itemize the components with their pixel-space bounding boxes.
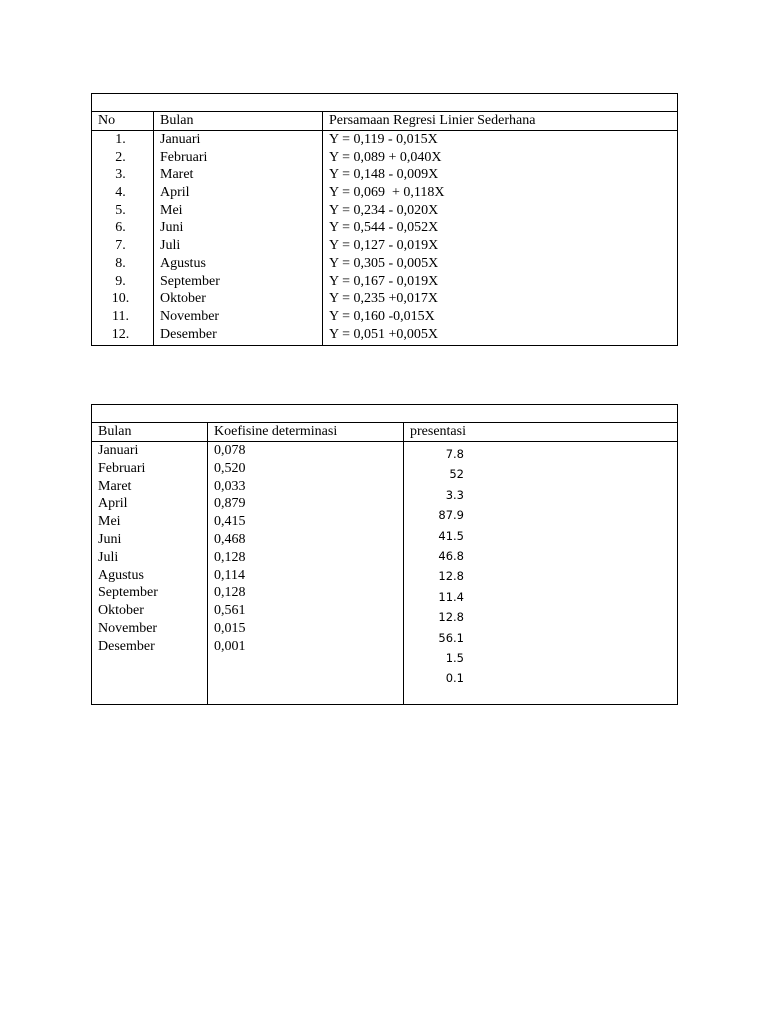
table-body [92, 131, 677, 345]
table-title-row [92, 94, 677, 112]
cell-presentasi: 3.3 [445, 487, 464, 502]
cell-bulan: Agustus [160, 255, 206, 271]
cell-koefisien: 0,015 [214, 620, 246, 636]
header-bulan: Bulan [92, 423, 208, 441]
cell-koefisien: 0,114 [214, 567, 245, 583]
header-no: No [92, 112, 154, 130]
cell-koefisien: 0,078 [214, 443, 246, 458]
cell-no: 7. [115, 238, 126, 254]
cell-no: 6. [115, 220, 126, 236]
header-koefisien: Koefisine determinasi [208, 423, 404, 441]
cell-no: 11. [112, 308, 129, 324]
cell-bulan: Maret [98, 478, 132, 494]
cell-bulan: Mei [98, 514, 121, 530]
cell-no: 8. [115, 255, 126, 271]
table-header-row [92, 112, 677, 131]
cell-presentasi: 12.8 [438, 610, 464, 625]
column-bulan [154, 131, 323, 345]
cell-equation: Y = 0,160 -0,015X [329, 308, 435, 324]
cell-no: 3. [115, 167, 126, 183]
header-persamaan: Persamaan Regresi Linier Sederhana [329, 113, 536, 128]
cell-bulan: September [98, 585, 158, 601]
cell-equation: Y = 0,051 +0,005X [329, 326, 438, 342]
cell-bulan: Februari [160, 149, 208, 165]
cell-koefisien: 0,001 [214, 638, 246, 654]
cell-bulan: Oktober [160, 291, 206, 307]
cell-equation: Y = 0,167 - 0,019X [329, 273, 439, 289]
cell-bulan: April [98, 496, 128, 512]
cell-bulan: Mei [160, 202, 183, 218]
header-bulan: Bulan [154, 112, 323, 130]
cell-equation: Y = 0,127 - 0,019X [329, 238, 439, 254]
cell-no: 4. [115, 185, 126, 201]
cell-koefisien: 0,128 [214, 585, 246, 601]
cell-presentasi: 7.8 [445, 447, 464, 461]
column-presentasi [404, 442, 677, 704]
cell-equation: Y = 0,235 +0,017X [329, 291, 438, 307]
cell-no: 10. [111, 291, 130, 307]
cell-no: 12. [111, 326, 130, 342]
cell-bulan: Juli [160, 238, 181, 254]
cell-bulan: Oktober [98, 603, 144, 619]
cell-presentasi: 1.5 [445, 650, 464, 665]
column-no [92, 131, 154, 345]
cell-bulan: November [98, 620, 158, 636]
cell-bulan: Juli [98, 549, 119, 565]
cell-bulan: Februari [98, 460, 146, 476]
cell-bulan: September [160, 273, 220, 289]
column-persamaan [323, 131, 677, 345]
table-header-row [92, 423, 677, 442]
cell-bulan: April [160, 185, 190, 201]
cell-no: 9. [115, 273, 126, 289]
cell-presentasi: 52 [449, 467, 464, 482]
cell-no: 1. [115, 132, 126, 147]
cell-bulan: Juni [160, 220, 184, 236]
cell-koefisien: 0,561 [214, 603, 246, 619]
cell-koefisien: 0,468 [214, 531, 246, 547]
cell-bulan: Desember [98, 638, 155, 654]
cell-presentasi: 46.8 [438, 548, 464, 563]
cell-presentasi: 12.8 [438, 569, 464, 584]
cell-bulan: Januari [98, 443, 139, 458]
cell-bulan: Desember [160, 326, 217, 342]
cell-presentasi: 41.5 [438, 528, 464, 543]
cell-equation: Y = 0,069 + 0,118X [329, 185, 445, 201]
cell-bulan: Juni [98, 531, 122, 547]
cell-presentasi: 11.4 [438, 589, 464, 604]
cell-equation: Y = 0,089 + 0,040X [329, 149, 442, 165]
cell-no: 5. [115, 202, 126, 218]
cell-koefisien: 0,033 [214, 478, 246, 494]
column-koefisien [208, 442, 404, 704]
determination-coefficient-table [91, 404, 678, 705]
cell-no: 2. [115, 149, 126, 165]
cell-koefisien: 0,879 [214, 496, 246, 512]
header-presentasi: presentasi [410, 424, 466, 439]
cell-equation: Y = 0,305 - 0,005X [329, 255, 439, 271]
cell-equation: Y = 0,148 - 0,009X [329, 167, 439, 183]
cell-equation: Y = 0,234 - 0,020X [329, 202, 439, 218]
cell-koefisien: 0,415 [214, 514, 246, 530]
cell-equation: Y = 0,119 - 0,015X [329, 132, 438, 147]
table-title-row [92, 405, 677, 423]
cell-bulan: November [160, 308, 220, 324]
cell-koefisien: 0,520 [214, 460, 246, 476]
column-bulan [92, 442, 208, 704]
cell-bulan: Januari [160, 132, 201, 147]
cell-equation: Y = 0,544 - 0,052X [329, 220, 439, 236]
regression-equation-table [91, 93, 678, 346]
cell-bulan: Agustus [98, 567, 144, 583]
cell-bulan: Maret [160, 167, 194, 183]
cell-presentasi: 0.1 [445, 671, 464, 686]
cell-presentasi: 87.9 [438, 508, 464, 523]
table-body [92, 442, 677, 704]
cell-koefisien: 0,128 [214, 549, 246, 565]
presentasi-list [404, 442, 677, 689]
cell-presentasi: 56.1 [438, 630, 464, 645]
